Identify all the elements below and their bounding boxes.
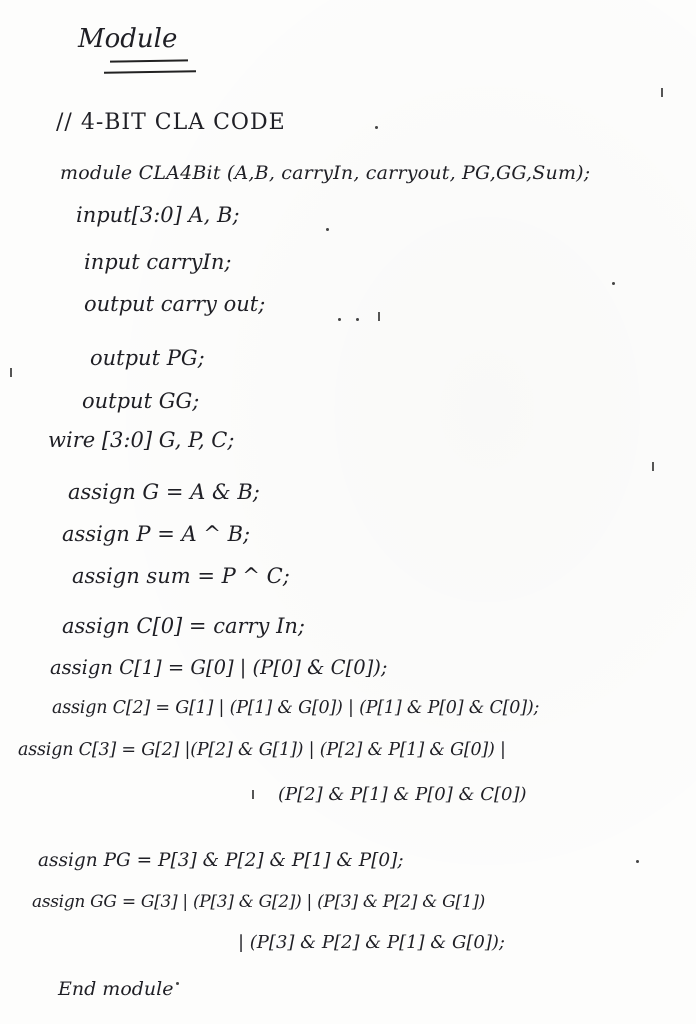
code-line: assign GG = G[3] | (P[3] & G[2]) | (P[3] & P[2] & G[1]) <box>32 892 485 912</box>
code-line: output GG; <box>82 389 200 413</box>
code-line: output PG; <box>90 346 205 370</box>
code-line: input carryIn; <box>84 250 232 274</box>
code-line: input[3:0] A, B; <box>76 203 240 227</box>
code-line: assign P = A ^ B; <box>62 522 251 546</box>
pen-mark <box>378 312 380 321</box>
code-line: assign C[2] = G[1] | (P[1] & G[0]) | (P[1] & P[0] & C[0]); <box>52 698 540 718</box>
code-line: output carry out; <box>84 292 266 316</box>
heading-underline-second <box>104 70 196 74</box>
pen-mark <box>652 462 654 471</box>
pen-mark <box>375 126 378 129</box>
code-line: assign PG = P[3] & P[2] & P[1] & P[0]; <box>38 850 404 871</box>
pen-mark <box>10 368 12 377</box>
module-end: End module <box>58 978 174 1000</box>
pen-mark <box>612 282 615 285</box>
code-comment: // 4-BIT CLA CODE <box>56 110 286 135</box>
code-line: assign C[0] = carry In; <box>62 614 305 638</box>
code-line-continuation: | (P[3] & P[2] & P[1] & G[0]); <box>238 932 505 953</box>
pen-mark <box>326 228 329 231</box>
pen-mark <box>636 860 639 863</box>
code-line: assign C[1] = G[0] | (P[0] & C[0]); <box>50 656 388 679</box>
pen-mark <box>356 318 359 321</box>
code-line: assign G = A & B; <box>68 480 260 504</box>
code-line: assign sum = P ^ C; <box>72 564 290 588</box>
pen-mark <box>661 88 663 97</box>
module-declaration: module CLA4Bit (A,B, carryIn, carryout, PG,GG,Sum); <box>60 162 591 184</box>
code-line-continuation: (P[2] & P[1] & P[0] & C[0]) <box>278 784 527 805</box>
pen-mark <box>338 318 341 321</box>
heading-underline <box>110 59 188 62</box>
pen-mark <box>176 982 179 985</box>
code-line: assign C[3] = G[2] |(P[2] & G[1]) | (P[2] & P[1] & G[0]) | <box>18 740 506 760</box>
code-line: wire [3:0] G, P, C; <box>48 428 235 452</box>
page-heading: Module <box>78 24 178 54</box>
pen-mark <box>252 790 254 799</box>
